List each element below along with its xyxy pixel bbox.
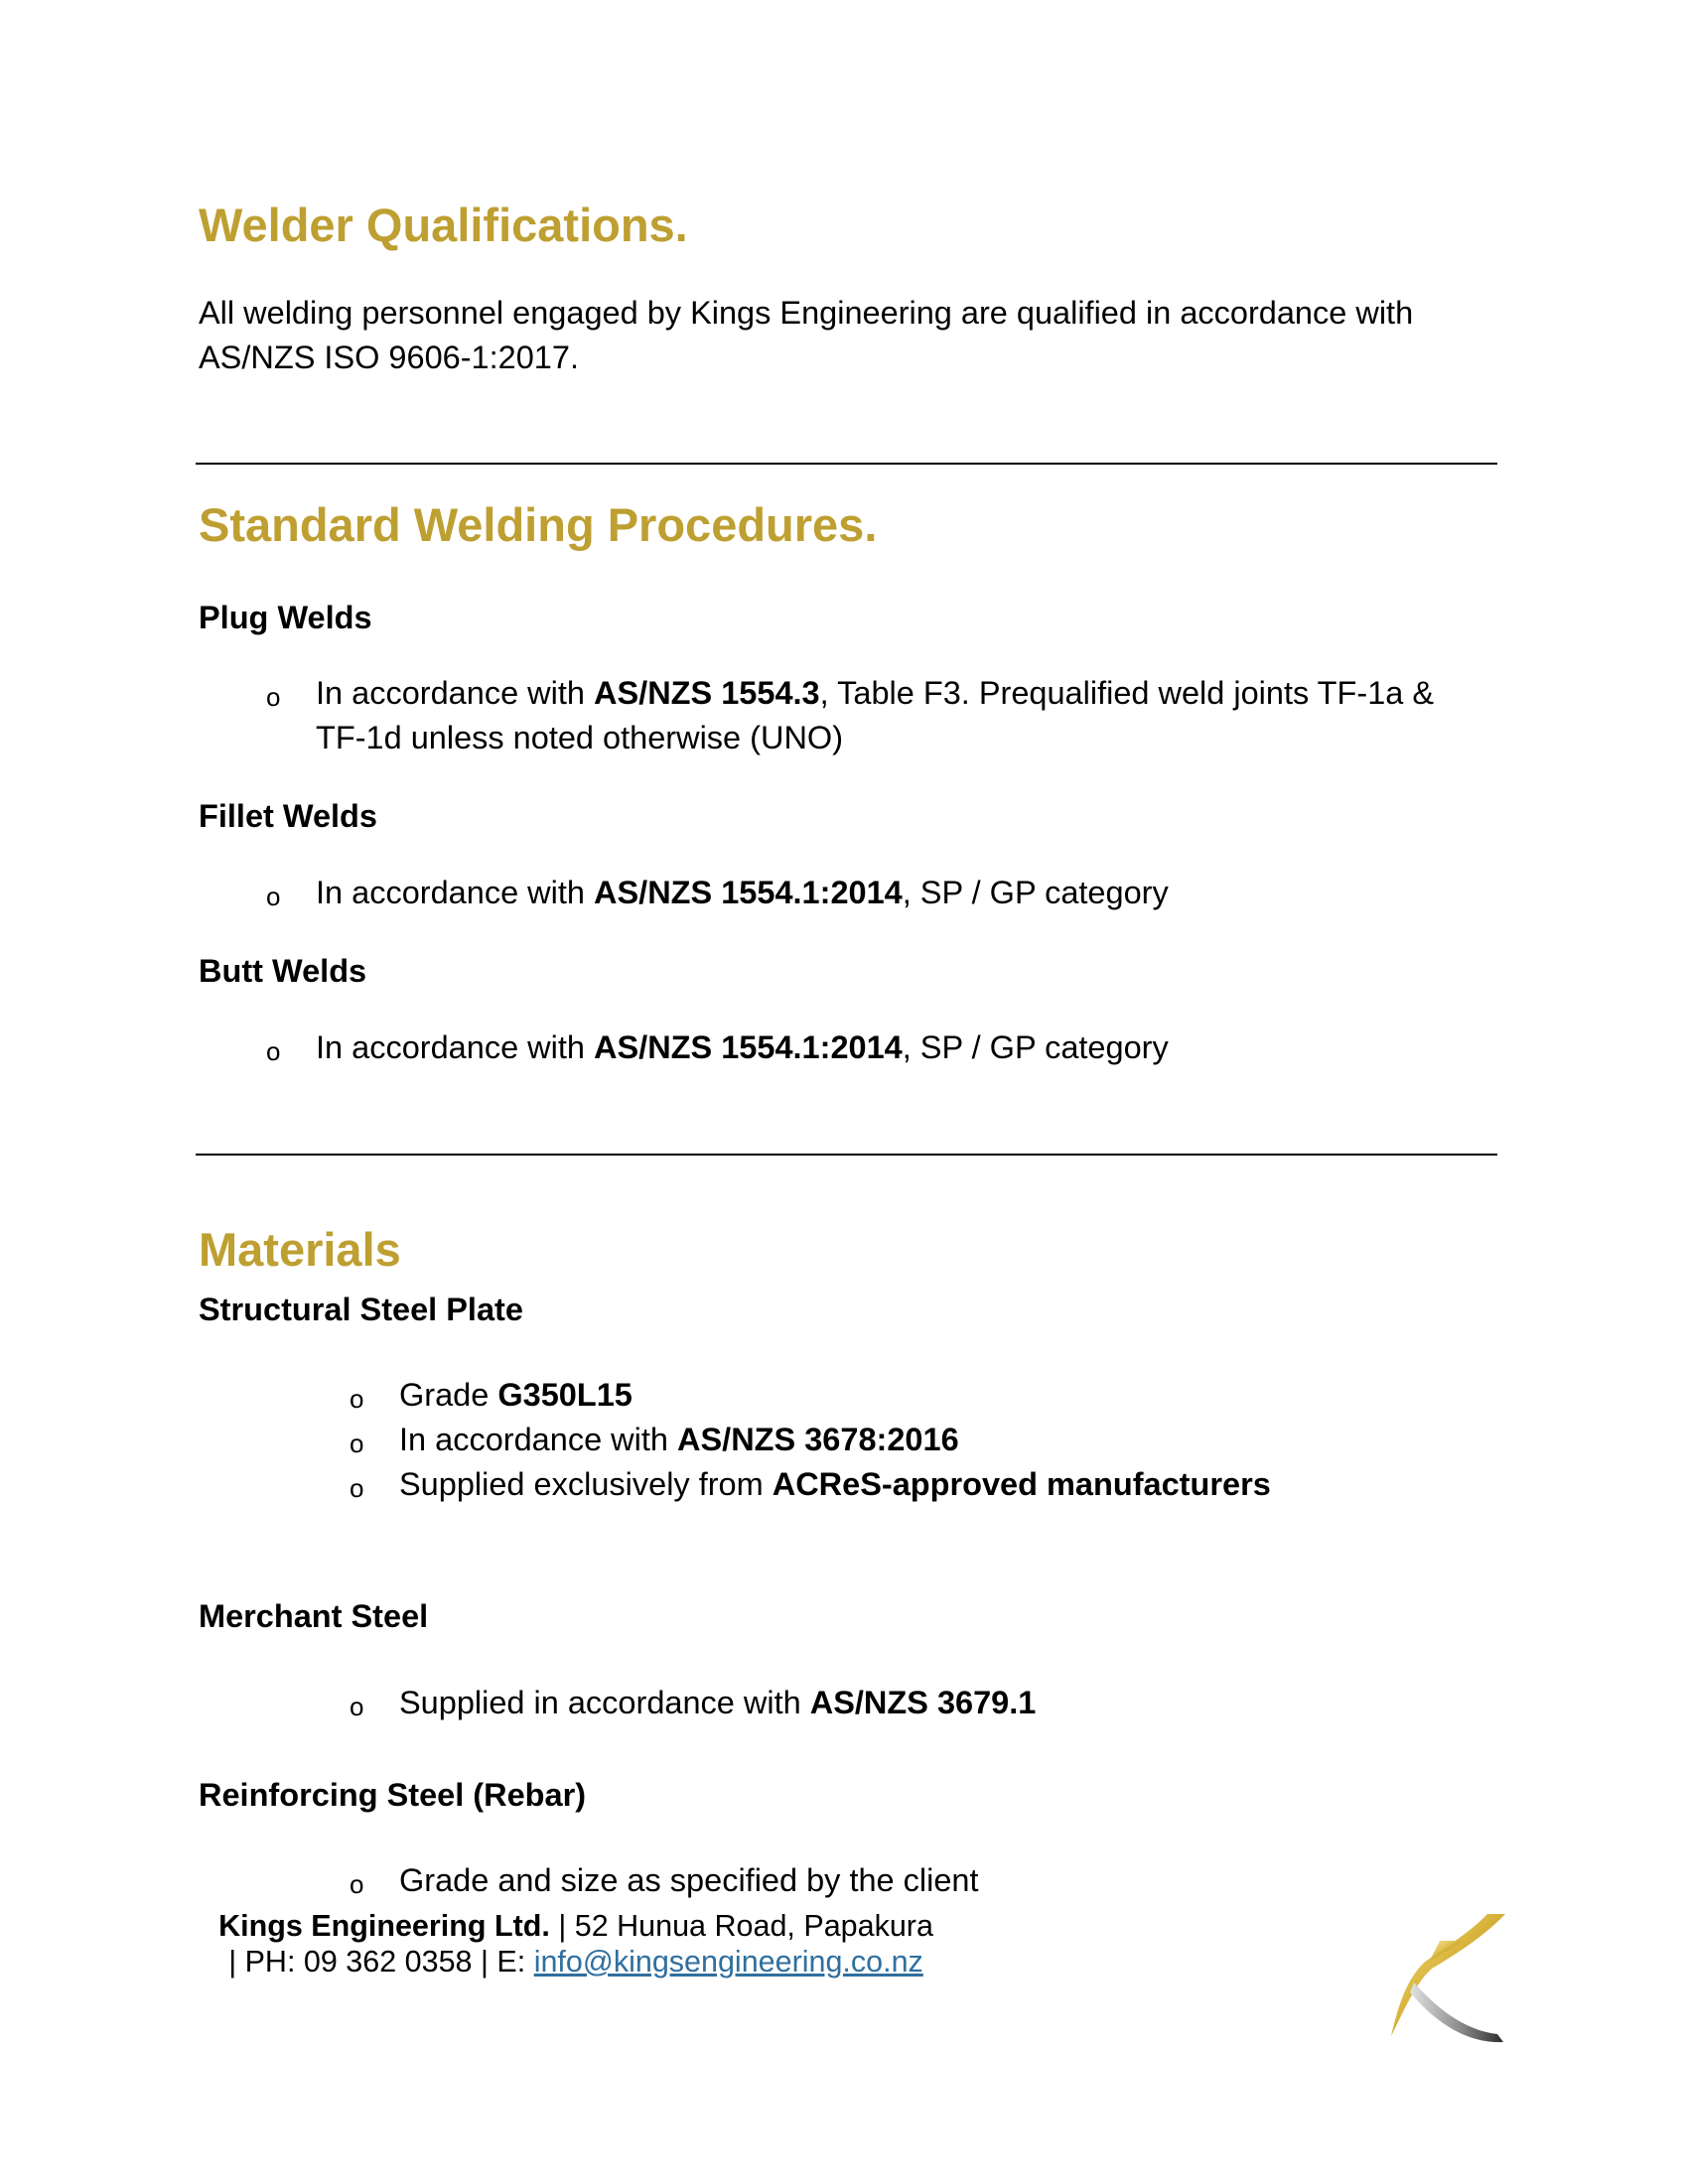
list-item (350, 1681, 1036, 1725)
footer-line-1 (199, 1908, 953, 1944)
butt-welds-list (266, 1025, 1169, 1070)
bullet-icon: o (266, 682, 281, 712)
welder-qualifications-body (199, 291, 1413, 380)
supplier-requirement: ACReS-approved manufacturers (772, 1466, 1271, 1502)
structural-steel-plate-list (350, 1373, 1271, 1507)
item-text: In accordance with (399, 1422, 678, 1457)
company-phone: | PH: 09 362 0358 | E: (228, 1945, 534, 1979)
welder-qualifications-heading: Welder Qualifications. (199, 199, 688, 251)
list-item (350, 1373, 1271, 1418)
standard-ref: AS/NZS 1554.3 (594, 675, 820, 711)
standard-ref: AS/NZS 3678:2016 (677, 1422, 959, 1457)
grade-value: G350L15 (497, 1377, 633, 1413)
bullet-icon: o (350, 1692, 364, 1721)
bullet-icon: o (350, 1473, 364, 1503)
email-link[interactable]: info@kingsengineering.co.nz (533, 1945, 923, 1979)
company-address: | 52 Hunua Road, Papakura (549, 1909, 933, 1943)
footer-line-2 (199, 1944, 953, 1979)
rebar-title: Reinforcing Steel (Rebar) (199, 1777, 587, 1813)
welder-body-line-1: All welding personnel engaged by Kings Engineering are qualified in accordance with (199, 295, 1414, 331)
bullet-icon: o (350, 1869, 364, 1899)
standard-ref: AS/NZS 1554.1:2014 (594, 875, 903, 910)
rebar-list (350, 1858, 979, 1903)
list-item (266, 871, 1169, 915)
item-text: , SP / GP category (902, 1029, 1169, 1065)
item-text: Supplied in accordance with (399, 1685, 810, 1720)
plug-welds-list (266, 671, 1434, 760)
item-text: In accordance with (316, 1029, 595, 1065)
bullet-icon: o (266, 882, 281, 911)
section-divider-1 (196, 463, 1497, 465)
welder-body-line-2: AS/NZS ISO 9606-1:2017. (199, 340, 579, 375)
list-item (350, 1418, 1271, 1462)
footer (199, 1908, 953, 1979)
merchant-steel-title: Merchant Steel (199, 1598, 429, 1634)
list-item (350, 1858, 979, 1903)
item-text: In accordance with (316, 675, 595, 711)
bullet-icon: o (266, 1036, 281, 1066)
company-name: Kings Engineering Ltd. (218, 1909, 550, 1943)
structural-steel-plate-title: Structural Steel Plate (199, 1292, 523, 1327)
list-item (350, 1462, 1271, 1507)
bullet-icon: o (350, 1429, 364, 1458)
plug-welds-title: Plug Welds (199, 600, 372, 635)
standard-ref: AS/NZS 3679.1 (809, 1685, 1037, 1720)
fillet-welds-title: Fillet Welds (199, 798, 377, 834)
item-text: , Table F3. Prequalified weld joints TF-1a & (819, 675, 1435, 711)
item-text: TF-1d unless noted otherwise (UNO) (316, 720, 844, 755)
fillet-welds-list (266, 871, 1169, 915)
item-text: Supplied exclusively from (399, 1466, 773, 1502)
kings-engineering-k-logo-icon (1380, 1911, 1509, 2050)
item-text: In accordance with (316, 875, 595, 910)
list-item (266, 1025, 1169, 1070)
welding-procedures-heading: Standard Welding Procedures. (199, 498, 878, 551)
bullet-icon: o (350, 1384, 364, 1414)
materials-heading: Materials (199, 1223, 401, 1276)
list-item (266, 671, 1434, 760)
section-divider-2 (196, 1154, 1497, 1156)
item-text: Grade (399, 1377, 498, 1413)
item-text: Grade and size as specified by the client (399, 1862, 979, 1898)
standard-ref: AS/NZS 1554.1:2014 (594, 1029, 903, 1065)
item-text: , SP / GP category (902, 875, 1169, 910)
butt-welds-title: Butt Welds (199, 953, 367, 989)
merchant-steel-list (350, 1681, 1036, 1725)
